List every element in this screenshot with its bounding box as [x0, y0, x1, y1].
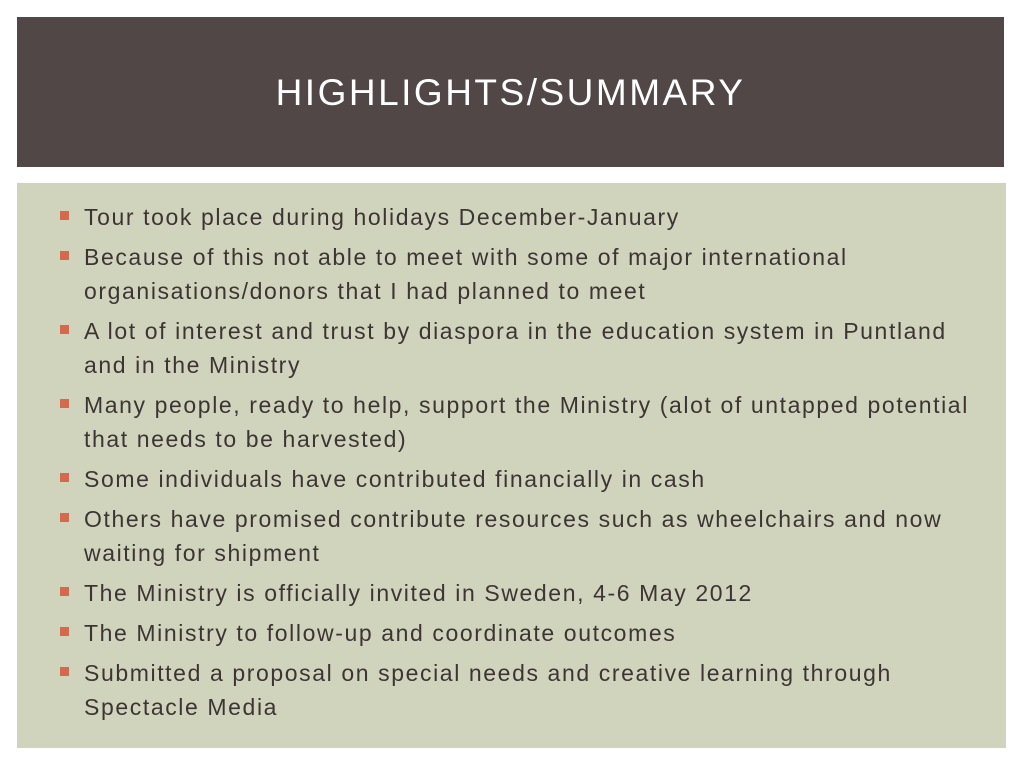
bullet-item [60, 240, 980, 308]
bullet-item [60, 616, 980, 650]
content-area [17, 183, 1006, 748]
bullet-text: A lot of interest and trust by diaspora in the education system in Puntland and in the Ministry [84, 318, 947, 378]
bullet-square-icon [60, 513, 69, 522]
slide-title: HIGHLIGHTS/SUMMARY [275, 72, 746, 113]
bullet-item [60, 314, 980, 382]
bullet-square-icon [60, 667, 69, 676]
bullet-item [60, 388, 980, 456]
bullet-text: Submitted a proposal on special needs and creative learning through Spectacle Media [84, 660, 892, 720]
bullet-item [60, 576, 980, 610]
bullet-square-icon [60, 627, 69, 636]
bullet-text: The Ministry is officially invited in Sweden, 4-6 May 2012 [84, 580, 753, 606]
bullet-square-icon [60, 473, 69, 482]
bullet-square-icon [60, 325, 69, 334]
bullet-item [60, 200, 980, 234]
bullet-list [60, 200, 980, 730]
bullet-text: The Ministry to follow-up and coordinate outcomes [84, 620, 677, 646]
bullet-item [60, 656, 980, 724]
bullet-square-icon [60, 587, 69, 596]
bullet-item [60, 462, 980, 496]
bullet-text: Some individuals have contributed financially in cash [84, 466, 706, 492]
bullet-square-icon [60, 211, 69, 220]
bullet-square-icon [60, 399, 69, 408]
bullet-text: Others have promised contribute resources such as wheelchairs and now waiting for shipment [84, 506, 943, 566]
title-bar [17, 17, 1004, 167]
bullet-text: Tour took place during holidays December-January [84, 204, 680, 230]
bullet-square-icon [60, 251, 69, 260]
bullet-text: Many people, ready to help, support the Ministry (alot of untapped potential that needs to be harvested) [84, 392, 969, 452]
bullet-text: Because of this not able to meet with some of major international organisations/donors that I had planned to meet [84, 244, 848, 304]
bullet-item [60, 502, 980, 570]
